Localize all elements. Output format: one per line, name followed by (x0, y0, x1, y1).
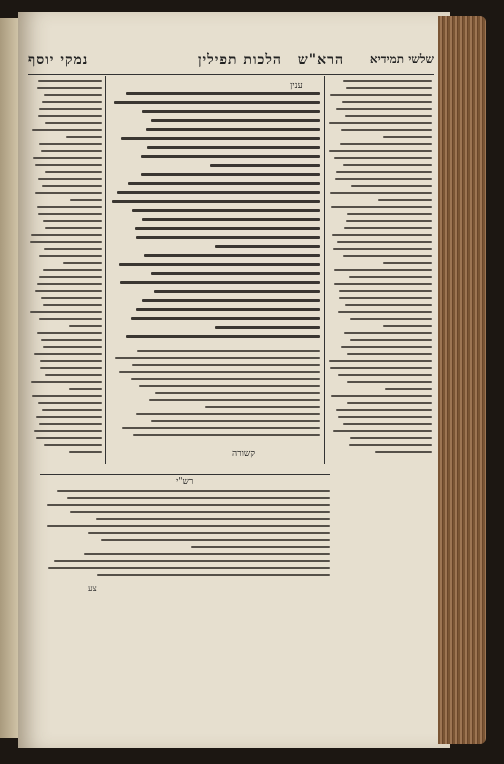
text-line (69, 325, 102, 327)
text-line (119, 263, 320, 266)
text-line (35, 164, 102, 166)
text-line (112, 200, 320, 203)
text-line (350, 339, 432, 341)
text-line (69, 388, 102, 390)
header-left: נמקי יוסף (28, 52, 89, 68)
rashi-title: רש"י (176, 477, 194, 487)
text-line (341, 129, 432, 131)
running-header (28, 52, 434, 74)
text-line (45, 122, 102, 124)
header-center: הלכות תפילין (197, 52, 282, 68)
text-line (154, 290, 320, 293)
text-line (345, 115, 432, 117)
text-line (334, 157, 432, 159)
text-line (333, 248, 432, 250)
text-line (347, 353, 432, 355)
text-line (70, 511, 330, 513)
text-line (57, 490, 330, 492)
text-line (141, 155, 320, 158)
text-line (383, 325, 432, 327)
text-line (329, 150, 432, 152)
text-line (38, 213, 102, 215)
text-line (346, 87, 432, 89)
text-line (378, 199, 432, 201)
text-line (41, 297, 102, 299)
rashi-commentary-block (40, 490, 330, 582)
text-line (48, 567, 330, 569)
text-line (330, 94, 432, 96)
text-line (54, 560, 330, 562)
text-line (133, 434, 320, 436)
text-line (67, 497, 330, 499)
text-line (44, 444, 102, 446)
text-line (37, 87, 102, 89)
text-line (45, 227, 102, 229)
section-word: קשורה (232, 449, 256, 459)
text-line (142, 218, 320, 221)
text-line (342, 101, 432, 103)
text-line (31, 234, 102, 236)
text-line (44, 248, 102, 250)
text-line (151, 420, 320, 422)
text-line (45, 374, 102, 376)
text-line (151, 272, 320, 275)
right-commentary-column (328, 80, 432, 460)
text-line (84, 553, 330, 555)
header-center-right: הרא"ש (297, 52, 344, 68)
text-line (34, 353, 102, 355)
text-line (383, 262, 432, 264)
text-line (47, 525, 330, 527)
text-line (329, 122, 432, 124)
text-line (142, 299, 320, 302)
text-line (139, 385, 320, 387)
text-line (335, 178, 432, 180)
text-line (191, 546, 330, 548)
text-line (37, 206, 102, 208)
text-line (385, 388, 432, 390)
text-line (343, 255, 432, 257)
text-line (36, 437, 103, 439)
text-line (39, 143, 102, 145)
text-line (146, 128, 320, 131)
text-line (330, 367, 432, 369)
header-rule (28, 74, 434, 75)
text-line (343, 164, 432, 166)
text-line (120, 281, 320, 284)
rashi-top-rule (40, 474, 330, 475)
text-line (32, 129, 102, 131)
text-line (383, 136, 432, 138)
text-line (215, 245, 320, 248)
text-line (101, 539, 331, 541)
text-line (337, 241, 432, 243)
text-line (88, 532, 330, 534)
text-line (331, 395, 432, 397)
page-edges (438, 16, 486, 744)
text-line (155, 392, 320, 394)
text-line (42, 409, 102, 411)
text-line (126, 92, 320, 95)
text-line (39, 276, 102, 278)
text-line (43, 220, 102, 222)
text-line (43, 346, 102, 348)
left-commentary-column (30, 80, 102, 460)
text-line (39, 423, 102, 425)
text-line (38, 402, 102, 404)
text-line (41, 150, 102, 152)
text-line (122, 427, 320, 429)
column-divider-right (324, 76, 325, 464)
column-divider-left (105, 76, 106, 464)
text-line (347, 381, 432, 383)
text-line (97, 574, 330, 576)
text-line (128, 182, 320, 185)
text-line (144, 254, 320, 257)
text-line (30, 311, 102, 313)
text-line (339, 290, 432, 292)
text-line (132, 209, 320, 212)
text-line (43, 304, 102, 306)
text-line (43, 269, 102, 271)
text-line (347, 213, 432, 215)
text-line (44, 94, 102, 96)
text-line (339, 297, 432, 299)
text-line (149, 399, 320, 401)
text-line (47, 504, 330, 506)
text-line (151, 119, 320, 122)
text-line (70, 199, 102, 201)
text-line (41, 339, 102, 341)
text-line (34, 430, 102, 432)
text-line (338, 416, 432, 418)
lower-commentary-block (110, 350, 320, 445)
text-line (40, 367, 102, 369)
text-line (117, 191, 320, 194)
text-line (66, 136, 102, 138)
text-line (39, 318, 102, 320)
text-line (38, 80, 102, 82)
text-line (330, 192, 432, 194)
text-line (347, 402, 432, 404)
text-line (351, 185, 433, 187)
text-line (45, 171, 102, 173)
text-line (32, 395, 102, 397)
text-line (336, 171, 432, 173)
text-line (332, 234, 432, 236)
text-line (329, 360, 432, 362)
text-line (119, 371, 320, 373)
text-line (345, 304, 432, 306)
text-line (147, 146, 320, 149)
text-line (38, 115, 102, 117)
text-line (126, 335, 320, 338)
text-line (31, 381, 102, 383)
text-line (215, 326, 320, 329)
text-line (350, 437, 432, 439)
text-line (131, 378, 320, 380)
text-line (114, 101, 320, 104)
text-line (141, 173, 320, 176)
text-line (121, 137, 320, 140)
folio-mark: צע (88, 584, 97, 593)
text-line (341, 346, 432, 348)
text-line (135, 227, 320, 230)
main-opening-word: ענין (290, 81, 303, 91)
header-right: שלשי תמידיא (369, 52, 434, 66)
text-line (96, 518, 330, 520)
text-line (142, 110, 320, 113)
text-line (336, 409, 432, 411)
text-line (40, 360, 102, 362)
text-line (35, 290, 102, 292)
text-line (136, 236, 320, 239)
text-line (136, 413, 320, 415)
text-line (42, 101, 102, 103)
text-line (343, 80, 432, 82)
text-line (137, 350, 320, 352)
main-text-column (110, 92, 320, 342)
text-line (36, 416, 102, 418)
text-line (349, 444, 432, 446)
text-line (38, 178, 102, 180)
text-line (346, 220, 432, 222)
text-line (344, 227, 432, 229)
text-line (39, 108, 102, 110)
text-line (131, 317, 320, 320)
text-line (336, 108, 432, 110)
text-line (136, 308, 320, 311)
text-line (334, 269, 432, 271)
text-line (338, 374, 432, 376)
text-line (349, 276, 432, 278)
text-line (63, 262, 102, 264)
text-line (340, 143, 432, 145)
text-line (39, 255, 102, 257)
text-line (334, 283, 432, 285)
text-line (30, 241, 102, 243)
text-line (35, 192, 102, 194)
text-line (33, 157, 102, 159)
text-line (344, 332, 432, 334)
text-line (37, 332, 102, 334)
text-line (205, 406, 320, 408)
text-line (210, 164, 320, 167)
text-line (350, 318, 432, 320)
text-line (375, 451, 432, 453)
text-line (132, 364, 320, 366)
text-line (37, 283, 102, 285)
text-line (331, 206, 432, 208)
text-line (338, 311, 432, 313)
text-line (42, 185, 102, 187)
text-line (69, 451, 102, 453)
text-line (343, 423, 432, 425)
text-line (115, 357, 320, 359)
text-line (333, 430, 432, 432)
